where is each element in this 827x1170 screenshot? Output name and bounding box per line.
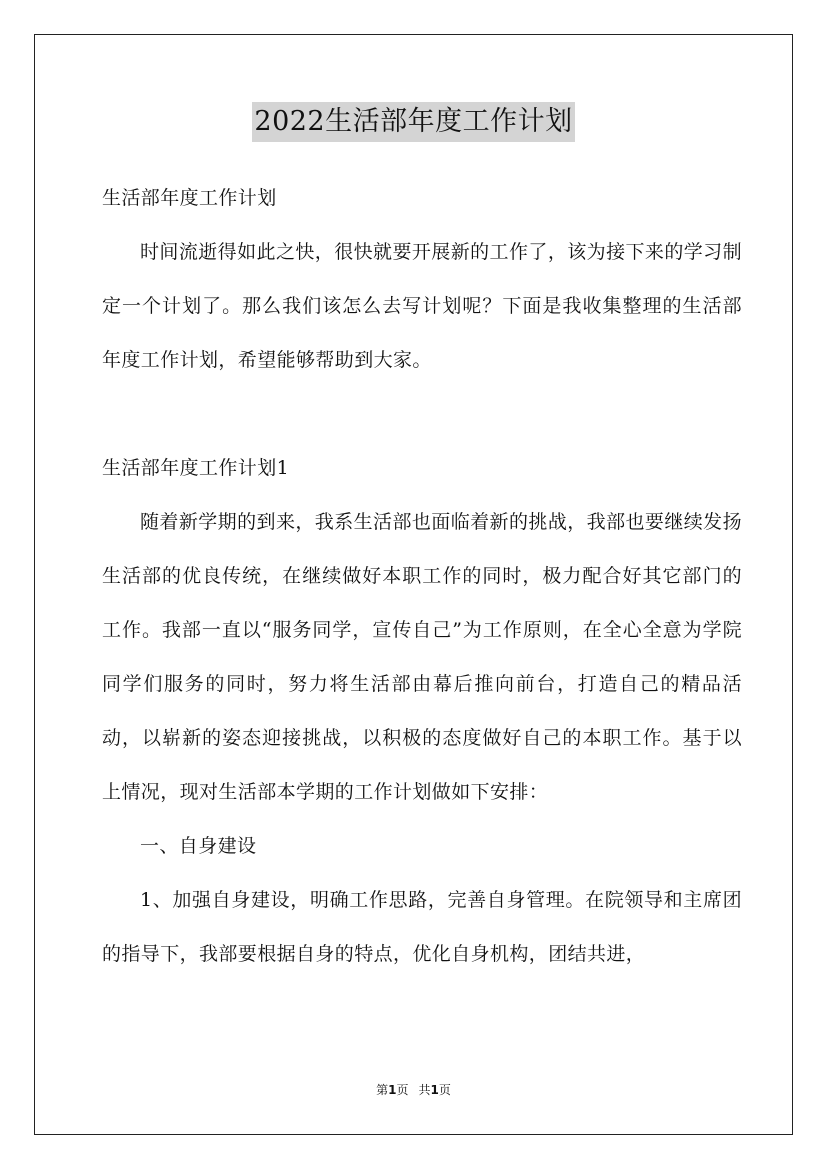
plan-heading: 生活部年度工作计划1 — [102, 457, 290, 479]
page-footer — [0, 1080, 827, 1100]
subsection-heading: 一、自身建设 — [140, 835, 257, 857]
document-body — [102, 171, 742, 981]
subsection-paragraph: 1、加强自身建设，明确工作思路，完善自身管理。在院领导和主席团的指导下，我部要根据自身的特点，优化自身机构，团结共进， — [102, 889, 742, 965]
section-heading: 生活部年度工作计划 — [102, 187, 277, 209]
plan-paragraph: 随着新学期的到来，我系生活部也面临着新的挑战，我部也要继续发扬生活部的优良传统，在继续做好本职工作的同时，极力配合好其它部门的工作。我部一直以“服务同学，宣传自己”为工作原则，在全心全意为学院同学们服务的同时，努力将生活部由幕后推向前台，打造自己的精品活动，以崭新的姿态迎接挑战，以积极的态度做好自己的本职工作。基于以上情况，现对生活部本学期的工作计划做如下安排： — [102, 511, 742, 803]
footer-page-prefix: 第 — [376, 1083, 389, 1097]
footer-total-prefix: 共 — [418, 1083, 431, 1097]
footer-total-label: 页 — [438, 1083, 451, 1097]
intro-paragraph: 时间流逝得如此之快，很快就要开展新的工作了，该为接下来的学习制定一个计划了。那么我们该怎么去写计划呢？下面是我收集整理的生活部年度工作计划，希望能够帮助到大家。 — [102, 241, 742, 371]
blank-line — [102, 387, 742, 441]
footer-page-label: 页 — [396, 1083, 409, 1097]
footer-page-total: 1 — [430, 1083, 439, 1097]
title-container — [0, 102, 827, 142]
footer-page-current: 1 — [388, 1083, 397, 1097]
document-title: 2022生活部年度工作计划 — [252, 102, 574, 142]
